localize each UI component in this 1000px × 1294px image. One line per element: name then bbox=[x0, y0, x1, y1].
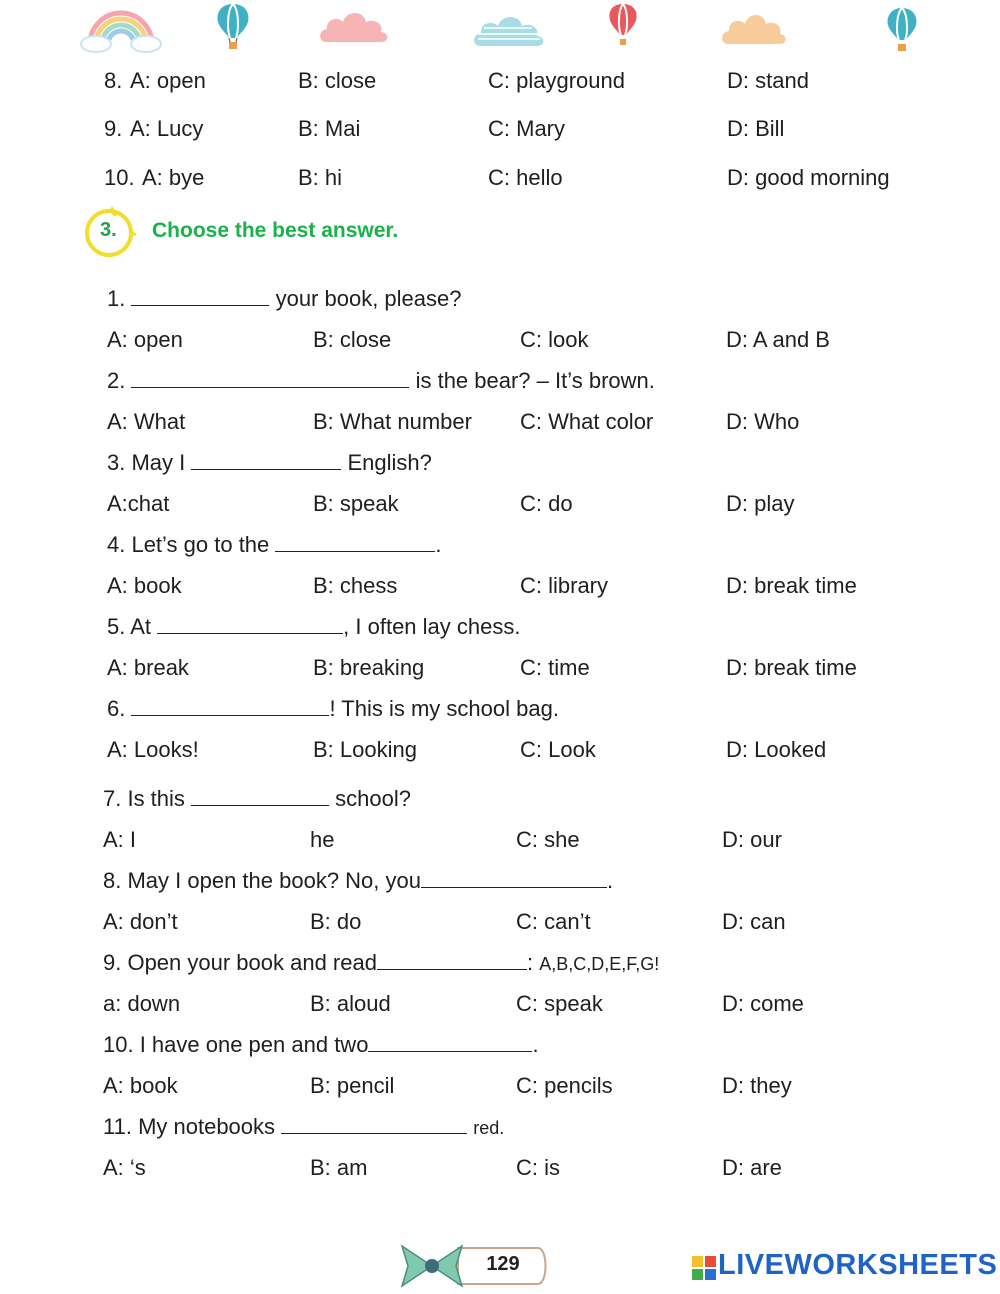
option-b[interactable]: B: speak bbox=[313, 491, 399, 516]
option-d[interactable]: D: break time bbox=[726, 655, 857, 680]
question-text: 1. your book, please? bbox=[107, 283, 462, 314]
question-text: 2. is the bear? – It’s brown. bbox=[107, 365, 655, 396]
option-a[interactable]: A: break bbox=[107, 655, 189, 680]
question-number: 8. bbox=[104, 68, 123, 93]
option-c: C: hello bbox=[488, 165, 563, 190]
option-c[interactable]: C: Look bbox=[520, 737, 596, 762]
answer-blank[interactable] bbox=[281, 1111, 467, 1134]
question-text: 5. At , I often lay chess. bbox=[107, 611, 520, 642]
option-a[interactable]: A: What bbox=[107, 409, 186, 434]
answer-options bbox=[0, 569, 1000, 603]
question-number: 10. bbox=[104, 165, 135, 190]
option-c: C: playground bbox=[488, 68, 625, 93]
section-title: Choose the best answer. bbox=[152, 219, 399, 242]
option-b[interactable]: B: close bbox=[313, 327, 392, 352]
option-b[interactable]: B: Looking bbox=[313, 737, 417, 762]
option-d: D: Bill bbox=[727, 116, 785, 141]
option-c: C: Mary bbox=[488, 116, 565, 141]
option-c[interactable]: C: is bbox=[516, 1155, 560, 1180]
option-c[interactable]: C: pencils bbox=[516, 1073, 613, 1098]
section-number: 3. bbox=[100, 219, 117, 241]
answer-blank[interactable] bbox=[131, 693, 329, 716]
red-hot-air-balloon-icon bbox=[606, 2, 640, 48]
exercise-row bbox=[0, 161, 1000, 195]
answer-blank[interactable] bbox=[368, 1029, 532, 1052]
option-a[interactable]: A: book bbox=[103, 1073, 178, 1098]
option-d: D: good morning bbox=[727, 165, 890, 190]
option-b[interactable]: B: am bbox=[310, 1155, 368, 1180]
page-number: 129 bbox=[486, 1253, 520, 1275]
option-d[interactable]: D: A and B bbox=[726, 327, 830, 352]
question-text: 3. May I English? bbox=[107, 447, 432, 478]
option-d[interactable]: D: break time bbox=[726, 573, 857, 598]
answer-options bbox=[0, 905, 1000, 939]
option-c[interactable]: C: time bbox=[520, 655, 590, 680]
option-d[interactable]: D: Who bbox=[726, 409, 800, 434]
option-c[interactable]: C: library bbox=[520, 573, 609, 598]
option-d[interactable]: D: they bbox=[722, 1073, 792, 1098]
pink-cloud-icon bbox=[318, 4, 390, 46]
answer-blank[interactable] bbox=[275, 529, 435, 552]
exercise-row bbox=[0, 64, 1000, 98]
answer-options bbox=[0, 1151, 1000, 1185]
answer-options bbox=[0, 487, 1000, 521]
option-d[interactable]: D: our bbox=[722, 827, 782, 852]
option-b: B: Mai bbox=[298, 116, 361, 141]
hot-air-balloon-icon bbox=[214, 2, 252, 52]
option-a: A: bye bbox=[142, 165, 205, 190]
answer-options bbox=[0, 987, 1000, 1021]
answer-blank[interactable] bbox=[191, 447, 341, 470]
option-a[interactable]: A:chat bbox=[107, 491, 170, 516]
option-a: A: Lucy bbox=[130, 116, 204, 141]
answer-options bbox=[0, 1069, 1000, 1103]
option-d[interactable]: D: are bbox=[722, 1155, 782, 1180]
option-b[interactable]: he bbox=[310, 827, 335, 852]
question-text: 7. Is this school? bbox=[103, 783, 411, 814]
question-number: 9. bbox=[104, 116, 123, 141]
peach-cloud-icon bbox=[720, 6, 788, 48]
teal-hot-air-balloon-icon bbox=[884, 6, 920, 54]
option-d[interactable]: D: can bbox=[722, 909, 786, 934]
option-c[interactable]: C: speak bbox=[516, 991, 603, 1016]
option-a[interactable]: A: ‘s bbox=[103, 1155, 146, 1180]
rainbow-icon bbox=[78, 6, 164, 54]
blue-cloud-icon bbox=[472, 6, 546, 50]
answer-blank[interactable] bbox=[131, 283, 269, 306]
option-c[interactable]: C: can’t bbox=[516, 909, 591, 934]
option-c[interactable]: C: look bbox=[520, 327, 589, 352]
answer-options bbox=[0, 405, 1000, 439]
option-b[interactable]: B: What number bbox=[313, 409, 472, 434]
question-text: 11. My notebooks red. bbox=[103, 1111, 504, 1143]
question-text: 9. Open your book and read : A,B,C,D,E,F,G! bbox=[103, 947, 659, 979]
answer-blank[interactable] bbox=[421, 865, 607, 888]
option-b[interactable]: B: breaking bbox=[313, 655, 425, 680]
brand-logo[interactable]: LIVEWORKSHEETS bbox=[718, 1249, 998, 1281]
option-c[interactable]: C: do bbox=[520, 491, 573, 516]
answer-options bbox=[0, 651, 1000, 685]
liveworksheets-logo-icon bbox=[692, 1256, 716, 1280]
answer-blank[interactable] bbox=[377, 947, 527, 970]
option-b[interactable]: B: do bbox=[310, 909, 362, 934]
question-text: 10. I have one pen and two . bbox=[103, 1029, 539, 1060]
answer-options bbox=[0, 823, 1000, 857]
answer-options bbox=[0, 733, 1000, 767]
answer-blank[interactable] bbox=[157, 611, 343, 634]
option-a[interactable]: A: book bbox=[107, 573, 182, 598]
option-d: D: stand bbox=[727, 68, 809, 93]
option-a[interactable]: A: I bbox=[103, 827, 137, 852]
option-d[interactable]: D: Looked bbox=[726, 737, 827, 762]
option-a[interactable]: A: Looks! bbox=[107, 737, 199, 762]
option-d[interactable]: D: play bbox=[726, 491, 795, 516]
option-b: B: close bbox=[298, 68, 377, 93]
option-b[interactable]: B: chess bbox=[313, 573, 398, 598]
question-text: 8. May I open the book? No, you . bbox=[103, 865, 613, 896]
option-a[interactable]: A: don’t bbox=[103, 909, 178, 934]
option-a[interactable]: A: open bbox=[107, 327, 183, 352]
option-b[interactable]: B: pencil bbox=[310, 1073, 395, 1098]
option-b: B: hi bbox=[298, 165, 343, 190]
option-a: A: open bbox=[130, 68, 206, 93]
answer-options bbox=[0, 323, 1000, 357]
option-a[interactable]: a: down bbox=[103, 991, 181, 1016]
option-b[interactable]: B: aloud bbox=[310, 991, 391, 1016]
question-text: 4. Let’s go to the . bbox=[107, 529, 442, 560]
option-d[interactable]: D: come bbox=[722, 991, 804, 1016]
answer-blank[interactable] bbox=[131, 365, 409, 388]
exercise-row bbox=[0, 112, 1000, 146]
option-c[interactable]: C: she bbox=[516, 827, 580, 852]
answer-blank[interactable] bbox=[191, 783, 329, 806]
question-text: 6. ! This is my school bag. bbox=[107, 693, 559, 724]
option-c[interactable]: C: What color bbox=[520, 409, 654, 434]
